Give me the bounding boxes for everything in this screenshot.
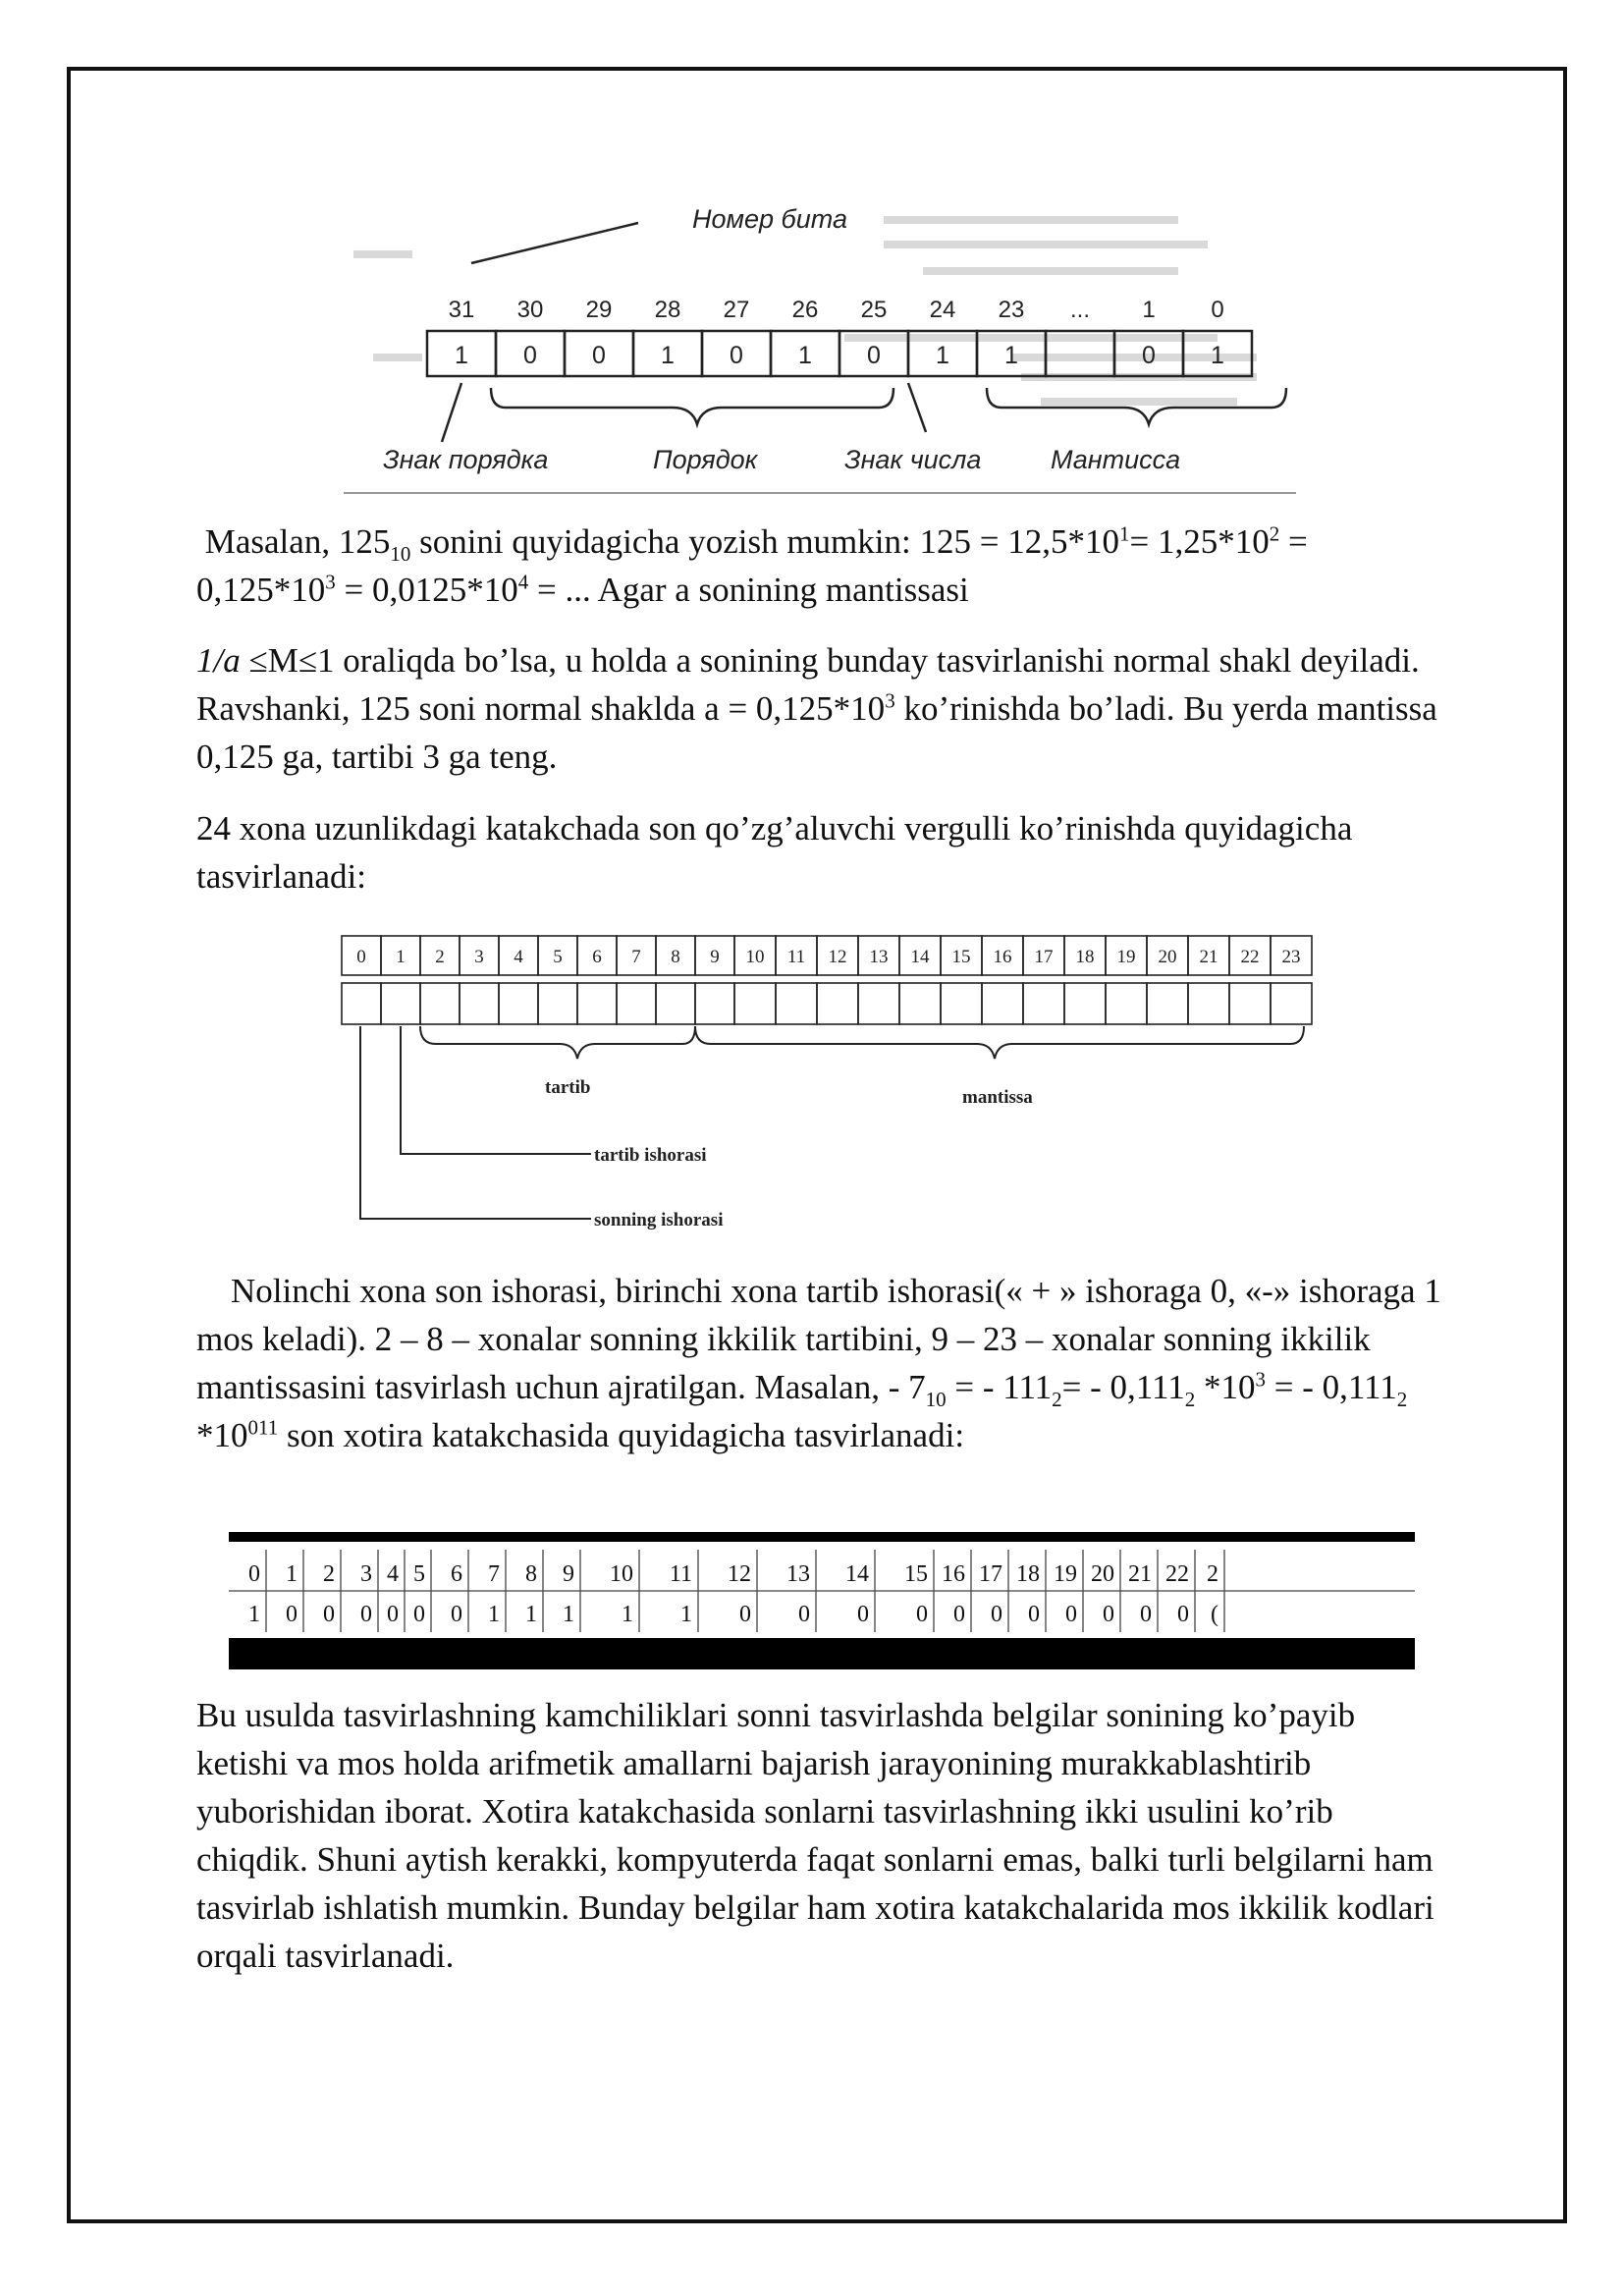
value-cell [734,983,776,1024]
example-index: 16 [942,1561,965,1587]
example-value: 0 [798,1602,810,1627]
cell-index: 20 [1158,947,1177,967]
example-value: 0 [286,1602,298,1627]
value-cell [1147,983,1188,1024]
text: = 0,0125*10 [335,571,518,609]
bit-value: 1 [661,342,675,369]
value-cell [982,983,1023,1024]
example-index: 13 [786,1561,810,1587]
text: = 0,125*10 [196,522,1308,609]
mantissa-label: mantissa [962,1087,1033,1108]
bit-number: 29 [585,297,613,323]
number-sign-label: sonning ishorasi [594,1210,724,1230]
paragraph-24-digit-cell: 24 xona uzunlikdagi katakchada son qo’zg’aluvchi vergulli ko’rinishda quyidagicha tasvirlanadi: [196,809,1353,896]
example-value: 0 [1177,1602,1189,1627]
example-index: 22 [1165,1561,1189,1587]
subscript: 10 [390,542,411,566]
superscript: 3 [325,570,336,594]
example-value: 1 [525,1602,537,1627]
bit-number: 30 [516,297,544,323]
num-sign-label: Знак числа [844,445,982,474]
mantissa-label: Мантисса [1051,445,1181,474]
bit-value: 1 [455,342,468,369]
subscript: 2 [1184,1388,1196,1411]
exponent-label: Порядок [653,445,758,474]
tartib-brace [420,1026,695,1059]
bit-value: 1 [936,342,949,369]
cell-index: 11 [786,947,806,967]
paragraph-example-125 [196,518,1443,614]
paragraph-cell-description [196,1267,1443,1459]
tartib-label: tartib [545,1077,591,1098]
num-sign-pointer [908,383,926,432]
cell-index: 23 [1281,947,1301,967]
text: = - 111 [946,1368,1053,1406]
paragraph-normal-form [196,636,1443,781]
text: son xotira katakchasida quyidagicha tasvirlanadi: [278,1416,965,1454]
top-black-bar [229,1532,1415,1542]
example-index: 15 [904,1561,928,1587]
cell-index: 6 [592,947,602,967]
cell-index: 21 [1199,947,1218,967]
example-value: 0 [1140,1602,1152,1627]
example-index: 10 [610,1561,633,1587]
example-index: 9 [563,1561,574,1587]
superscript: 3 [885,688,895,713]
cell-index: 10 [745,947,765,967]
example-index: 18 [1016,1561,1040,1587]
value-cell [695,983,734,1024]
superscript: 1 [1118,521,1130,546]
exponent-brace [491,388,893,424]
bit-number: 23 [998,297,1025,323]
superscript: 3 [1255,1367,1266,1392]
bit-number: 31 [448,297,475,323]
value-cell [1229,983,1271,1024]
cell-index: 5 [553,947,563,967]
cell-index: 22 [1240,947,1260,967]
bit-number-row [449,297,1224,323]
example-index: 0 [248,1561,260,1587]
example-value: 0 [991,1602,1002,1627]
value-cell [858,983,899,1024]
value-cell [342,983,381,1024]
bit-value: 1 [798,342,812,369]
example-value: 1 [248,1602,260,1627]
cell-grid [342,936,1312,1024]
bit-number: 27 [723,297,750,323]
example-value: 0 [1103,1602,1114,1627]
text: ko’rinishda bo’ladi. Bu yerda mantissa 0,125 ga, tartibi 3 ga teng. [196,689,1437,776]
value-cell [1188,983,1229,1024]
example-index: 21 [1128,1561,1152,1587]
number-sign-pointer [360,1026,591,1219]
example-value: 0 [387,1602,399,1627]
value-cell [420,983,460,1024]
superscript: 4 [517,570,529,594]
bit-value: 0 [1142,342,1156,369]
bit-number-pointer-line [471,223,638,263]
cell-index: 12 [828,947,847,967]
example-value: 0 [1065,1602,1077,1627]
cell-index: 14 [910,947,930,967]
value-cell [817,983,858,1024]
cell-index: 13 [869,947,889,967]
example-value: 1 [622,1602,633,1627]
cell-index: 2 [435,947,445,967]
superscript: 011 [247,1415,279,1440]
cell-index: 16 [993,947,1012,967]
bit-number: 26 [791,297,819,323]
example-value: 0 [323,1602,335,1627]
cell-index: 19 [1116,947,1136,967]
mantissa-brace [695,1026,1304,1059]
example-index: 5 [413,1561,425,1587]
example-index: 12 [728,1561,751,1587]
subscript: 2 [1052,1388,1062,1411]
bit-number: 1 [1142,297,1156,323]
cell-index: 1 [396,947,406,967]
bit-value: 0 [867,342,881,369]
example-value: 0 [413,1602,425,1627]
example-value: ( [1211,1602,1218,1627]
example-index: 14 [845,1561,869,1587]
text: Masalan, 125 [204,522,391,561]
cell-index: 9 [710,947,720,967]
text: = 1,25*10 [1129,522,1270,561]
value-cell [538,983,577,1024]
text: sonini quyidagicha yozish mumkin: 125 = 12,5*10 [410,522,1119,561]
text: Nolinchi xona son ishorasi, birinchi xona tartib ishorasi(« + » ishoraga 0, «-» ishoraga 1 mos keladi). 2 – 8 – xonalar sonning ikkilik tartibini, 9 – 23 – xonalar sonning ikkilik mantissasini tasvirlash uchun ajratilgan. Masalan, - 7 [196,1272,1441,1406]
example-index: 3 [360,1561,372,1587]
paragraph-conclusion: Bu usulda tasvirlashning kamchiliklari sonni tasvirlashda belgilar sonining ko’payib ketishi va mos holda arifmetik amallarni bajarish jarayonining murakkablashtirib yuborishidan iborat. Xotira katakchasida sonlarni tasvirlashning ikki usulini ko’rib chiqdik. Shuni aytish kerakki, kompyuterda faqat sonlarni emas, balki turli belgilarni ham tasvirlab ishlatish mumkin. Bunday belgilar ham xotira katakchalarida mos ikkilik kodlari orqali tasvirlanadi. [196,1696,1435,1975]
example-index: 2 [1207,1561,1218,1587]
text: = - 0,111 [1061,1368,1185,1406]
fraction-expression: 1/a [196,641,241,680]
example-value: 0 [739,1602,751,1627]
value-cell [1106,983,1147,1024]
bit-value: 0 [592,342,606,369]
value-cell [499,983,538,1024]
example-value: 1 [680,1602,692,1627]
mantissa-brace [987,388,1286,424]
example-index: 2 [323,1561,335,1587]
text: ≤M≤1 oraliqda bo’lsa, u holda a sonining bunday tasvirlanishi normal shakl deyiladi. Ravshanki, 125 soni normal shaklda a = 0,125*10 [196,641,1420,728]
cell-index: 4 [514,947,523,967]
24-cell-layout-figure [334,928,1316,1237]
value-cell [460,983,499,1024]
exp-sign-pointer [442,383,461,442]
subscript: 2 [1396,1388,1408,1411]
cell-index: 8 [671,947,680,967]
cell-index: 0 [356,947,366,967]
example-index: 17 [979,1561,1002,1587]
example-index: 1 [286,1561,298,1587]
example-index: 19 [1054,1561,1077,1587]
value-cell [899,983,941,1024]
example-value: 1 [563,1602,574,1627]
cell-index: 15 [951,947,971,967]
example-value: 0 [857,1602,869,1627]
cell-index: 7 [631,947,641,967]
exp-sign-label: Знак порядка [383,445,549,474]
bit-number: 25 [860,297,888,323]
bit-value: 1 [1211,342,1224,369]
bottom-black-bar [229,1638,1415,1669]
superscript: 2 [1269,521,1280,546]
value-cell [381,983,420,1024]
subscript: 10 [925,1388,947,1411]
example-value: 0 [1028,1602,1040,1627]
float-bit-layout-figure [334,196,1316,501]
bit-value: 0 [523,342,537,369]
value-cell [577,983,617,1024]
example-index: 20 [1091,1561,1114,1587]
cell-index: 3 [474,947,484,967]
value-cell [656,983,695,1024]
value-cell [941,983,982,1024]
example-index: 7 [488,1561,500,1587]
example-value: 0 [360,1602,372,1627]
example-cell-grid [229,1550,1415,1632]
example-value: 1 [488,1602,500,1627]
text: *10 [196,1416,248,1454]
bit-number-caption: Номер бита [692,204,847,234]
bit-number: 24 [929,297,956,323]
bit-number: 0 [1211,297,1224,323]
value-cell [1023,983,1064,1024]
value-cell [1271,983,1312,1024]
example-index: 11 [669,1561,692,1587]
text: = - 0,111 [1265,1368,1397,1406]
bit-value: 1 [1004,342,1018,369]
example-index: 8 [525,1561,537,1587]
bit-number: 28 [654,297,681,323]
value-cell [776,983,817,1024]
tartib-sign-label: tartib ishorasi [594,1145,707,1166]
text: *10 [1195,1368,1256,1406]
example-index: 6 [451,1561,462,1587]
text: = ... Agar a sonining mantissasi [528,571,969,609]
value-cell [617,983,656,1024]
bit-number: ... [1069,297,1091,323]
cell-index: 17 [1034,947,1054,967]
minus-seven-cell-figure [229,1532,1415,1669]
value-cell [1064,983,1106,1024]
bit-value: 0 [730,342,743,369]
example-value: 0 [953,1602,965,1627]
example-value: 0 [451,1602,462,1627]
example-value: 0 [916,1602,928,1627]
cell-index: 18 [1075,947,1095,967]
example-index: 4 [387,1561,399,1587]
